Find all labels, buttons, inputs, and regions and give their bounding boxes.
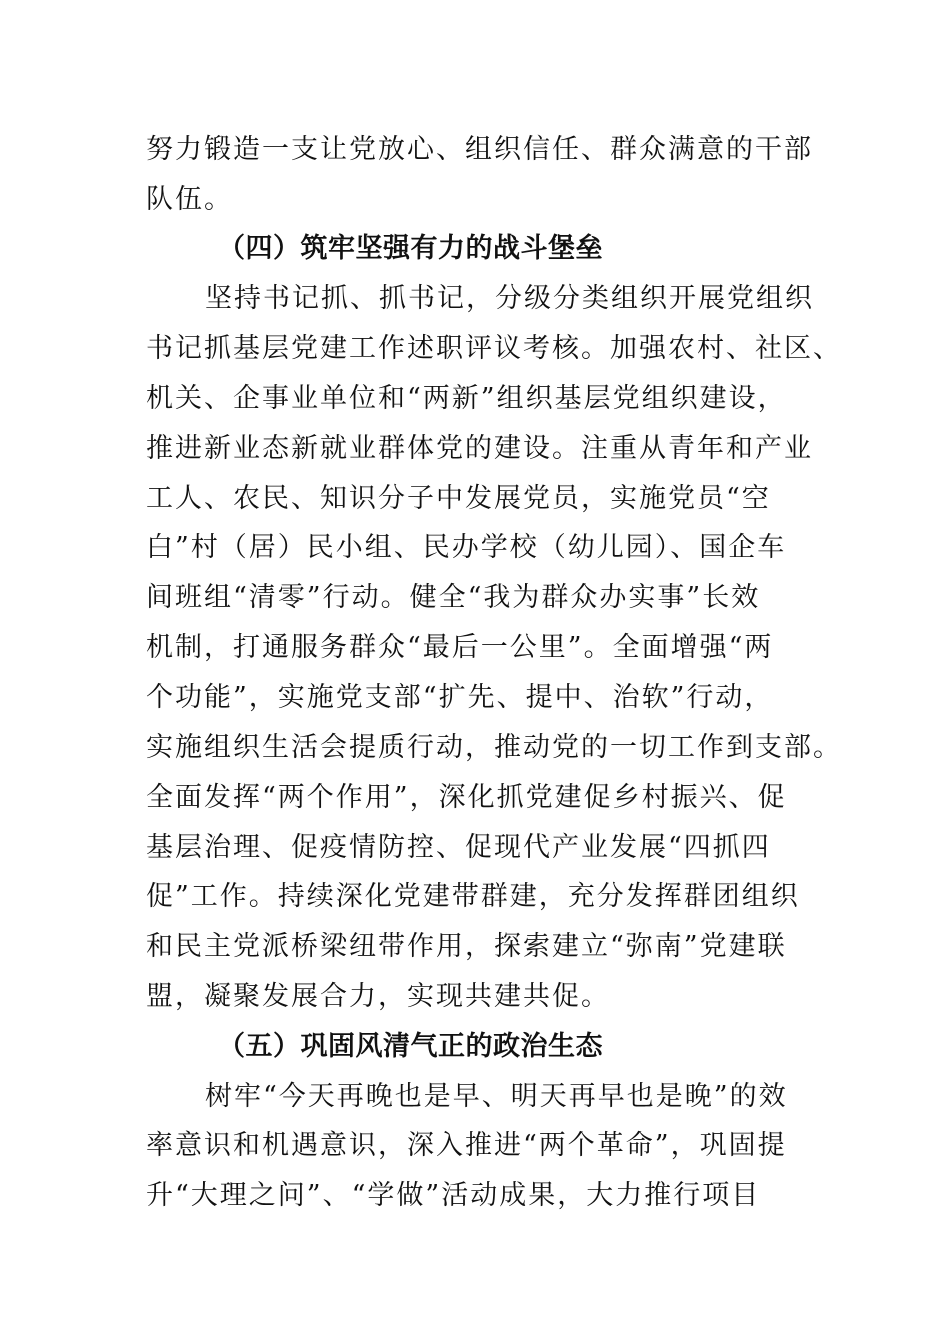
paragraph-line: 机关、企事业单位和“两新”组织基层党组织建设， [146,383,787,414]
paragraph-line: 白”村（居）民小组、民办学校（幼儿园）、国企车 [146,532,787,563]
paragraph-line: 实施组织生活会提质行动，推动党的一切工作到支部。 [146,732,842,763]
section-heading-5: （五）巩固风清气正的政治生态 [218,1031,603,1062]
paragraph-line: 工人、农民、知识分子中发展党员，实施党员“空 [146,483,771,514]
paragraph-line: 促”工作。持续深化党建带群建，充分发挥群团组织 [146,881,800,912]
paragraph-line: 机制，打通服务群众“最后一公里”。全面增强“两 [146,632,774,663]
paragraph-line: 树牢“今天再晚也是早、明天再早也是晚”的效 [205,1081,788,1112]
paragraph-line: 和民主党派桥梁纽带作用，探索建立“弥南”党建联 [146,931,787,962]
paragraph-line: 升“大理之问”、“学做”活动成果，大力推行项目 [146,1180,761,1211]
paragraph-line: 率意识和机遇意识，深入推进“两个革命”，巩固提 [146,1130,787,1161]
paragraph-line: 基层治理、促疫情防控、促现代产业发展“四抓四 [146,832,771,863]
paragraph-line: 队伍。 [146,184,233,215]
paragraph-line: 努力锻造一支让党放心、组织信任、群众满意的干部 [146,134,813,165]
paragraph-line: 书记抓基层党建工作述职评议考核。加强农村、社区、 [146,333,842,364]
paragraph-line: 坚持书记抓、抓书记，分级分类组织开展党组织 [205,283,814,314]
paragraph-line: 推进新业态新就业群体党的建设。注重从青年和产业 [146,433,813,464]
paragraph-line: 间班组“清零”行动。健全“我为群众办实事”长效 [146,582,761,613]
paragraph-line: 全面发挥“两个作用”，深化抓党建促乡村振兴、促 [146,782,787,813]
paragraph-line: 盟，凝聚发展合力，实现共建共促。 [146,981,610,1012]
paragraph-line: 个功能”，实施党支部“扩先、提中、治软”行动， [146,682,774,713]
section-heading-4: （四）筑牢坚强有力的战斗堡垒 [218,233,603,264]
